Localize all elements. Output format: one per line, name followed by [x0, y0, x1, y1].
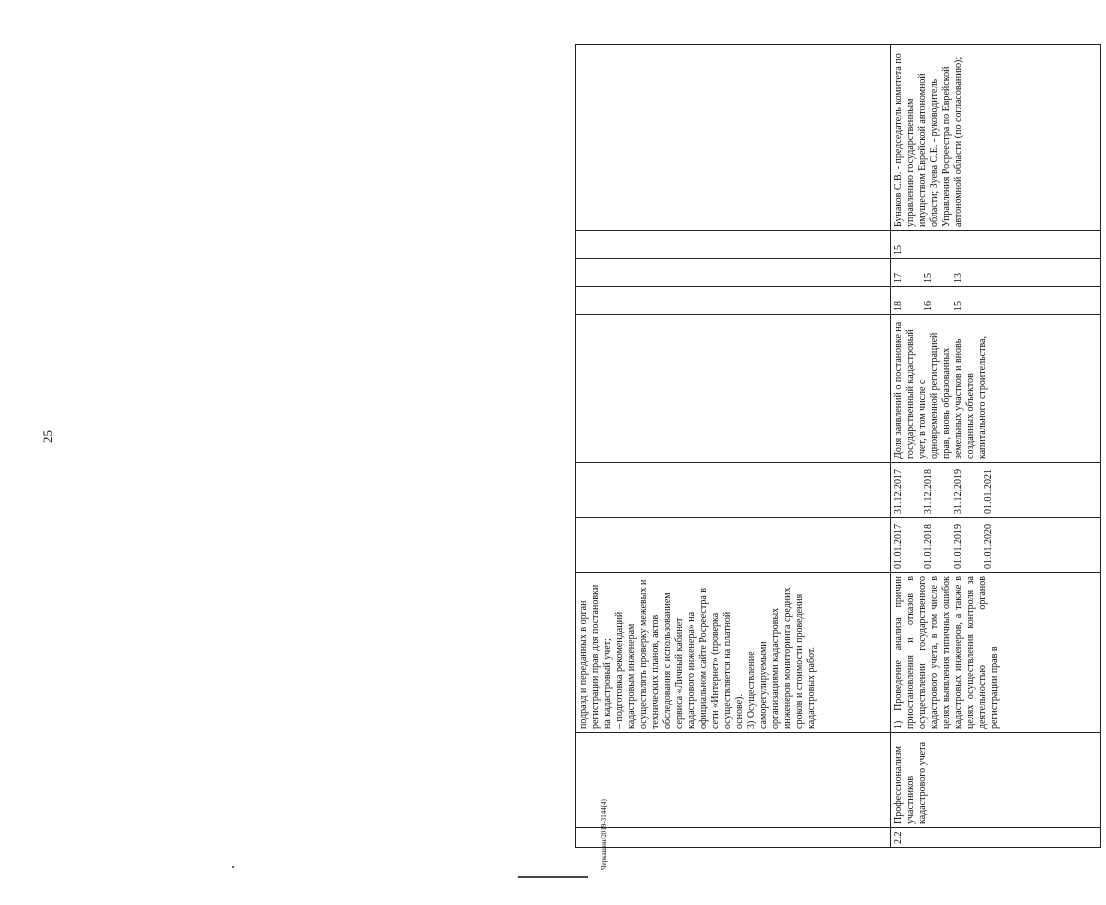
date-end-2017: 31.12.2017	[893, 469, 904, 514]
row-measures: 1) Проведение анализа причин приостановления и отказов в осуществлении государственного кадастрового учета, в том числе в целях выявления типичных ошибок кадастровых инженеров, а также в целях осуществления контроля за деятельностью органов регистрации прав в	[891, 573, 1101, 733]
date-end-2020: 01.01.2021	[983, 469, 994, 514]
row-value-2	[891, 259, 1101, 287]
value-2a: 17	[893, 273, 904, 283]
value-1c: 15	[953, 301, 964, 311]
table-row	[576, 45, 891, 848]
row-indicator	[576, 315, 891, 463]
row-date-end	[576, 463, 891, 518]
row-title	[576, 733, 891, 828]
row-measures: подразд и переданных в орган регистрации прав для постановки на кадастровый учет; – подготовка рекомендаций кадастровым инженерам осуществлять проверку межевых и технических планов, актов обследования с использованием сервиса «Личный кабинет кадастрового инженера» на официальном сайте Росреестра в сети «Интернет» (проверка осуществляется на платной основе). 3) Осуществление саморегулируемыми организациями кадастровых инженеров мониторинга средних сроков и стоимости проведения кадастровых работ.	[576, 573, 891, 733]
row-responsible: Бунаков С.В. - председатель комитета по управлению государственным имуществом Еврейской автономной области; Зуева С.Е. - руководитель Управления Росреестра по Еврейской автономной области (по согласованию);	[891, 45, 1101, 231]
row-value-3	[576, 231, 891, 259]
row-number: 2.2	[891, 828, 1101, 848]
value-2b: 15	[923, 273, 934, 283]
row-value-1	[891, 287, 1101, 315]
date-end-2018: 31.12.2018	[923, 469, 934, 514]
value-1a: 18	[893, 301, 904, 311]
value-2c: 13	[953, 273, 964, 283]
date-start-2017: 01.01.2017	[893, 524, 904, 569]
mark-dot	[232, 866, 234, 868]
value-3a: 15	[893, 245, 904, 255]
row-value-1	[576, 287, 891, 315]
value-1b: 16	[923, 301, 934, 311]
row-value-2	[576, 259, 891, 287]
row-title: Профессионализм участников кадастрового учета	[891, 733, 1101, 828]
row-date-end	[891, 463, 1101, 518]
page-number: 25	[40, 430, 55, 443]
row-date-start	[891, 518, 1101, 573]
plan-table	[575, 44, 1101, 848]
date-start-2020: 01.01.2020	[983, 524, 994, 569]
footer-code: Черкашин/2019-3144(4)	[600, 799, 608, 870]
row-value-3	[891, 231, 1101, 259]
margin-bar	[518, 876, 588, 878]
row-responsible	[576, 45, 891, 231]
date-start-2019: 01.01.2019	[953, 524, 964, 569]
row-date-start	[576, 518, 891, 573]
row-indicator: Доля заявлений о постановке на государственный кадастровый учет, в том числе с одновременной регистрацией прав, вновь образованных земельных участков и вновь созданных объектов капитального строительства,	[891, 315, 1101, 463]
date-start-2018: 01.01.2018	[923, 524, 934, 569]
table-row	[891, 45, 1101, 848]
date-end-2019: 31.12.2019	[953, 469, 964, 514]
row-number	[576, 828, 891, 848]
